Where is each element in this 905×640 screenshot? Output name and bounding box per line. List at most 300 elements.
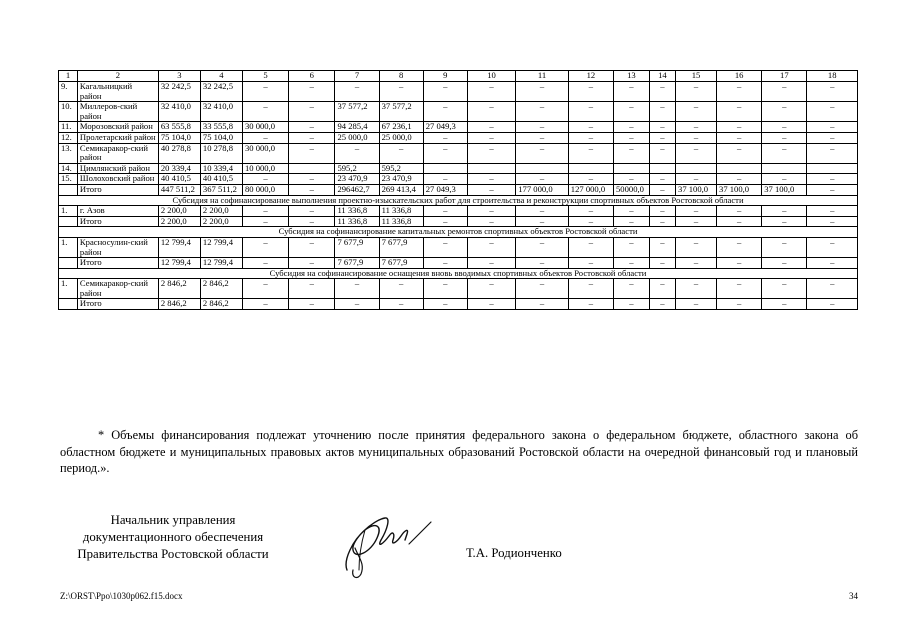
row-number-cell: 13. [59,143,78,163]
amount-cell [289,163,335,174]
amount-cell: – [717,132,762,143]
district-name-cell: Шолоховский район [77,174,158,185]
district-name-cell: Красносулин-ский район [77,237,158,257]
amount-cell: – [335,299,379,310]
amount-cell: 40 278,8 [158,143,200,163]
amount-cell: – [516,258,569,269]
amount-cell: – [807,184,858,195]
column-header: 13 [614,71,650,82]
column-header: 4 [200,71,242,82]
amount-cell: – [379,299,423,310]
amount-cell [807,163,858,174]
amount-cell: – [676,132,717,143]
amount-cell: – [467,102,515,122]
row-number-cell: 12. [59,132,78,143]
column-header: 16 [717,71,762,82]
amount-cell: – [568,299,613,310]
amount-cell: – [423,174,467,185]
amount-cell [516,163,569,174]
district-name-cell: Итого [77,258,158,269]
column-header: 17 [762,71,807,82]
amount-cell: – [717,102,762,122]
amount-cell: – [379,143,423,163]
district-name-cell: Итого [77,216,158,227]
table-row [59,143,858,163]
amount-cell: 11 336,8 [379,216,423,227]
amount-cell: – [423,216,467,227]
amount-cell: 12 799,4 [158,258,200,269]
amount-cell: 37 577,2 [335,102,379,122]
amount-cell: – [289,279,335,299]
amount-cell: – [614,258,650,269]
district-name-cell: Морозовский район [77,122,158,133]
table-row [59,102,858,122]
amount-cell: – [807,237,858,257]
amount-cell: – [335,279,379,299]
row-number-cell [59,299,78,310]
amount-cell: 37 100,0 [762,184,807,195]
amount-cell: – [242,82,288,102]
amount-cell: 7 677,9 [379,258,423,269]
amount-cell: – [614,237,650,257]
amount-cell: – [762,82,807,102]
amount-cell: 447 511,2 [158,184,200,195]
amount-cell: 2 846,2 [158,279,200,299]
amount-cell: 12 799,4 [200,237,242,257]
footnote: * Объемы финансирования подлежат уточнению после принятия федерального закона о федеральном бюджете, областного закона об областном бюджете и муниципальных правовых актов муниципальных образований Ростовской области на очередной финансовый год и плановый период.». [60,428,858,475]
total-row [59,216,858,227]
amount-cell: – [649,122,675,133]
amount-cell: – [516,122,569,133]
amount-cell [717,163,762,174]
amount-cell: – [649,258,675,269]
amount-cell: – [335,82,379,102]
amount-cell: – [614,132,650,143]
amount-cell: 11 336,8 [335,216,379,227]
amount-cell: 7 677,9 [379,237,423,257]
section-header-row [59,195,858,206]
amount-cell: – [379,279,423,299]
amount-cell: – [676,216,717,227]
table-row [59,132,858,143]
amount-cell: – [467,184,515,195]
amount-cell: – [423,279,467,299]
amount-cell: – [568,102,613,122]
amount-cell: – [649,132,675,143]
amount-cell: 2 200,0 [158,216,200,227]
amount-cell: – [807,206,858,217]
amount-cell: – [717,279,762,299]
amount-cell: – [289,82,335,102]
amount-cell: – [516,279,569,299]
amount-cell: – [762,122,807,133]
amount-cell: – [423,237,467,257]
amount-cell: – [467,174,515,185]
amount-cell: 40 410,5 [200,174,242,185]
amount-cell: – [807,299,858,310]
column-header: 7 [335,71,379,82]
amount-cell: – [467,299,515,310]
district-name-cell: Кагальницкий район [77,82,158,102]
district-name-cell: Семикаракор-ский район [77,143,158,163]
amount-cell: – [614,216,650,227]
amount-cell: 75 104,0 [200,132,242,143]
row-number-cell: 10. [59,102,78,122]
amount-cell: – [717,122,762,133]
amount-cell: – [676,299,717,310]
amount-cell: 33 555,8 [200,122,242,133]
amount-cell: – [516,82,569,102]
section-header-row [59,268,858,279]
table-row [59,237,858,257]
amount-cell: – [807,132,858,143]
amount-cell: – [807,143,858,163]
amount-cell: – [676,279,717,299]
signatory-position-line: Правительства Ростовской области [77,547,269,561]
amount-cell: 2 200,0 [200,216,242,227]
amount-cell: 32 410,0 [200,102,242,122]
amount-cell: 595,2 [335,163,379,174]
amount-cell: – [289,258,335,269]
amount-cell: – [614,279,650,299]
amount-cell: – [649,299,675,310]
amount-cell: – [423,102,467,122]
amount-cell: – [289,216,335,227]
amount-cell: 2 200,0 [200,206,242,217]
amount-cell: – [614,82,650,102]
amount-cell: – [568,237,613,257]
row-number-cell: 1. [59,237,78,257]
amount-cell: – [762,143,807,163]
amount-cell: 32 242,5 [200,82,242,102]
amount-cell: 12 799,4 [200,258,242,269]
column-header: 15 [676,71,717,82]
amount-cell: 127 000,0 [568,184,613,195]
amount-cell: 37 577,2 [379,102,423,122]
amount-cell: 50000,0 [614,184,650,195]
amount-cell: – [717,237,762,257]
table-row [59,279,858,299]
amount-cell: – [807,279,858,299]
amount-cell: – [568,216,613,227]
amount-cell: – [467,237,515,257]
amount-cell: – [762,102,807,122]
amount-cell: – [807,82,858,102]
amount-cell: – [676,237,717,257]
amount-cell: – [649,216,675,227]
district-name-cell: Цимлянский район [77,163,158,174]
amount-cell: – [467,132,515,143]
amount-cell: – [762,216,807,227]
amount-cell: – [516,299,569,310]
amount-cell: – [516,132,569,143]
column-header: 2 [77,71,158,82]
district-name-cell: Итого [77,184,158,195]
amount-cell: – [676,143,717,163]
amount-cell: – [649,206,675,217]
amount-cell: 23 470,9 [335,174,379,185]
amount-cell: – [717,143,762,163]
amount-cell: – [614,206,650,217]
table-row [59,206,858,217]
amount-cell: – [289,237,335,257]
total-row [59,299,858,310]
district-name-cell: Пролетарский район [77,132,158,143]
amount-cell: – [762,132,807,143]
table-header-row [59,71,858,82]
amount-cell: – [568,82,613,102]
column-header: 14 [649,71,675,82]
amount-cell: – [242,216,288,227]
amount-cell: – [568,132,613,143]
row-number-cell: 14. [59,163,78,174]
amount-cell: 30 000,0 [242,143,288,163]
amount-cell: – [423,132,467,143]
row-number-cell: 11. [59,122,78,133]
amount-cell: – [649,279,675,299]
amount-cell: – [762,258,807,269]
column-header: 3 [158,71,200,82]
amount-cell: 2 846,2 [158,299,200,310]
district-name-cell: Итого [77,299,158,310]
amount-cell [614,163,650,174]
amount-cell: 2 846,2 [200,279,242,299]
amount-cell: 25 000,0 [379,132,423,143]
signatory-position [60,512,286,563]
row-number-cell [59,258,78,269]
row-number-cell: 15. [59,174,78,185]
column-header: 11 [516,71,569,82]
amount-cell: 10 278,8 [200,143,242,163]
total-row [59,258,858,269]
amount-cell [649,163,675,174]
amount-cell: – [379,82,423,102]
amount-cell: – [467,206,515,217]
amount-cell: – [807,216,858,227]
row-number-cell [59,216,78,227]
row-number-cell: 1. [59,206,78,217]
column-header: 18 [807,71,858,82]
amount-cell: 7 677,9 [335,237,379,257]
amount-cell [568,163,613,174]
amount-cell [676,163,717,174]
section-header-row [59,227,858,238]
amount-cell: – [335,143,379,163]
district-name-cell: г. Азов [77,206,158,217]
table-row [59,163,858,174]
amount-cell: – [614,143,650,163]
amount-cell: 37 100,0 [717,184,762,195]
amount-cell: 67 236,1 [379,122,423,133]
amount-cell: – [762,237,807,257]
amount-cell: 11 336,8 [335,206,379,217]
signatory-position-line: Начальник управления [110,513,236,527]
amount-cell: – [423,143,467,163]
amount-cell: – [807,122,858,133]
amount-cell: – [807,258,858,269]
amount-cell: – [568,174,613,185]
amount-cell: – [289,174,335,185]
column-header: 12 [568,71,613,82]
amount-cell: – [423,258,467,269]
amount-cell: – [516,102,569,122]
amount-cell: 269 413,4 [379,184,423,195]
handwritten-signature [325,500,445,585]
amount-cell: – [717,174,762,185]
amount-cell: – [242,279,288,299]
amount-cell: – [289,299,335,310]
amount-cell [467,163,515,174]
amount-cell: 23 470,9 [379,174,423,185]
amount-cell: – [762,279,807,299]
amount-cell: – [242,299,288,310]
amount-cell: – [807,174,858,185]
amount-cell: – [762,174,807,185]
amount-cell: – [516,206,569,217]
amount-cell: 32 410,0 [158,102,200,122]
amount-cell: – [717,206,762,217]
section-title: Субсидия на софинансирование выполнения проектно-изыскательских работ для строительства и реконструкции спортивных объектов Ростовской области [59,195,858,206]
amount-cell: – [614,102,650,122]
amount-cell: – [467,216,515,227]
amount-cell: – [676,206,717,217]
amount-cell: – [568,258,613,269]
amount-cell: – [717,299,762,310]
amount-cell [762,163,807,174]
column-header: 1 [59,71,78,82]
row-number-cell: 9. [59,82,78,102]
row-number-cell: 1. [59,279,78,299]
table-row [59,174,858,185]
amount-cell: – [289,143,335,163]
amount-cell: – [242,206,288,217]
amount-cell: – [676,122,717,133]
amount-cell: 63 555,8 [158,122,200,133]
amount-cell: – [649,184,675,195]
amount-cell: – [676,174,717,185]
amount-cell: – [614,174,650,185]
amount-cell: – [568,279,613,299]
amount-cell: 2 200,0 [158,206,200,217]
column-header: 9 [423,71,467,82]
amount-cell: – [467,143,515,163]
column-header: 10 [467,71,515,82]
amount-cell: 10 339,4 [200,163,242,174]
amount-cell: – [614,122,650,133]
amount-cell: 12 799,4 [158,237,200,257]
table-row [59,82,858,102]
amount-cell: 20 339,4 [158,163,200,174]
amount-cell: – [649,237,675,257]
amount-cell: – [423,82,467,102]
amount-cell: – [467,122,515,133]
amount-cell: – [289,132,335,143]
amount-cell: – [423,299,467,310]
table-row [59,122,858,133]
amount-cell: – [242,258,288,269]
amount-cell: – [242,174,288,185]
district-name-cell: Семикаракор-ский район [77,279,158,299]
amount-cell: 40 410,5 [158,174,200,185]
file-path: Z:\ORST\Ppo\1030p062.f15.docx [60,591,183,601]
amount-cell: 27 049,3 [423,122,467,133]
amount-cell: 32 242,5 [158,82,200,102]
column-header: 5 [242,71,288,82]
amount-cell: – [289,122,335,133]
column-header: 8 [379,71,423,82]
total-row [59,184,858,195]
amount-cell: 296462,7 [335,184,379,195]
amount-cell: – [649,102,675,122]
amount-cell: – [568,206,613,217]
amount-cell: 177 000,0 [516,184,569,195]
amount-cell [423,163,467,174]
signatory-position-line: документационного обеспечения [82,530,264,544]
amount-cell: 75 104,0 [158,132,200,143]
amount-cell: – [568,143,613,163]
amount-cell: – [242,237,288,257]
amount-cell: – [676,102,717,122]
row-number-cell [59,184,78,195]
amount-cell: – [614,299,650,310]
amount-cell: 367 511,2 [200,184,242,195]
amount-cell: 7 677,9 [335,258,379,269]
amount-cell: 10 000,0 [242,163,288,174]
amount-cell: – [717,216,762,227]
district-name-cell: Миллеров-ский район [77,102,158,122]
amount-cell: – [467,258,515,269]
financing-table [58,70,858,310]
section-title: Субсидия на софинансирование капитальных ремонтов спортивных объектов Ростовской области [59,227,858,238]
amount-cell: – [289,206,335,217]
page-number: 34 [849,591,858,601]
amount-cell: – [467,82,515,102]
amount-cell: 30 000,0 [242,122,288,133]
amount-cell: – [289,102,335,122]
amount-cell: – [717,82,762,102]
amount-cell: – [467,279,515,299]
amount-cell: – [649,143,675,163]
amount-cell: – [807,102,858,122]
amount-cell: – [516,174,569,185]
amount-cell: 2 846,2 [200,299,242,310]
amount-cell: 80 000,0 [242,184,288,195]
amount-cell: – [676,82,717,102]
amount-cell: – [676,258,717,269]
amount-cell: 11 336,8 [379,206,423,217]
signatory-name: Т.А. Родионченко [466,546,562,560]
amount-cell: 37 100,0 [676,184,717,195]
amount-cell: 27 049,3 [423,184,467,195]
amount-cell: – [649,82,675,102]
amount-cell: – [568,122,613,133]
amount-cell: 25 000,0 [335,132,379,143]
amount-cell: – [717,258,762,269]
amount-cell: – [242,132,288,143]
amount-cell: 595,2 [379,163,423,174]
column-header: 6 [289,71,335,82]
amount-cell: – [516,237,569,257]
amount-cell: – [289,184,335,195]
amount-cell: – [762,299,807,310]
amount-cell: – [423,206,467,217]
section-title: Субсидия на софинансирование оснащения вновь вводимых спортивных объектов Ростовской области [59,268,858,279]
amount-cell: – [242,102,288,122]
amount-cell: – [649,174,675,185]
amount-cell: – [762,206,807,217]
amount-cell: – [516,216,569,227]
amount-cell: 94 285,4 [335,122,379,133]
